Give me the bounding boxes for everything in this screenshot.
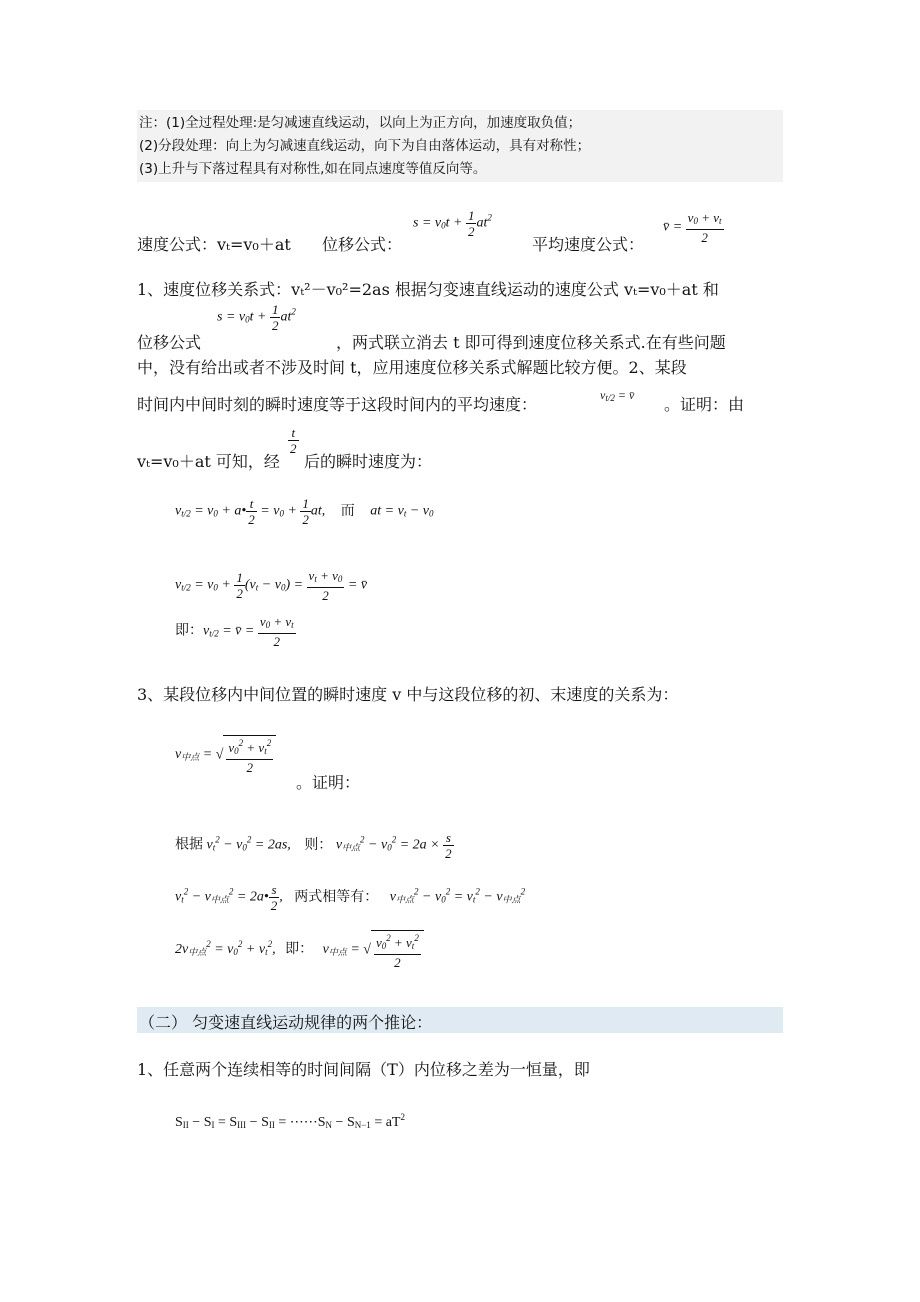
displacement-formula-inline: s = v0t + $\frac{1}{2}$ $at^2$ <box>217 302 296 333</box>
note-line-3: (3)上升与下落过程具有对称性,如在同点速度等值反向等。 <box>139 161 487 177</box>
derivation-2-line-1: 根据 $vt^2 - v0^2 = 2as$, 则： v中点$^2 - v0^2 = 2a$ × $\frac{s}{2}$ <box>175 830 452 861</box>
displacement-formula: s = v0t + $\frac{1}{2}$ $at^2$ <box>413 208 492 239</box>
paragraph-1-line-2b: ，两式联立消去 t 即可得到速度位移关系式.在有些问题 <box>336 333 726 352</box>
paragraph-3-line-1: 3、某段位移内中间位置的瞬时速度 v 中与这段位移的初、末速度的关系为： <box>137 685 679 704</box>
paragraph-1-line-2a: 位移公式 <box>137 333 202 352</box>
note-box <box>137 110 783 182</box>
derivation-1-line-1: vt/2 = v0 + a• $\frac{t}{2}$ = v0 + $\frac{1}{2}$ at, 而 at = vt − v0 <box>175 496 434 527</box>
note-line-1: 注：(1)全过程处理:是匀减速直线运动，以向上为正方向，加速度取负值； <box>139 115 582 131</box>
displacement-label: 位移公式： <box>322 235 403 254</box>
speed-formula: vₜ=v₀＋at <box>217 235 291 254</box>
paragraph-3-proof: 。证明： <box>296 773 361 792</box>
section-2-title: （二） 匀变速直线运动规律的两个推论： <box>139 1013 433 1032</box>
derivation-1-line-3: 即：vt/2 = v̄ = $\frac{v0 + vt}{2}$ <box>175 614 294 649</box>
displacement-difference-formula: SII − SI = SIII − SII = ⋯⋯SN − $SN-1 = aT^2$ <box>175 1112 405 1130</box>
speed-label: 速度公式： <box>137 235 218 254</box>
average-speed-formula: v̄ = $\frac{v0 + vt}{2}$ <box>663 210 722 245</box>
average-speed-label: 平均速度公式： <box>532 235 645 254</box>
mid-position-velocity-formula: v中点 = √ $\frac{v0^2 + vt^2}{2}$ <box>175 735 276 775</box>
paragraph-1-line-5b: 后的瞬时速度为： <box>304 452 433 471</box>
derivation-1-line-2: vt/2 = v0 + $\frac{1}{2}$ (vt − v0) = $\frac{vt + v0}{2}$ = v̄ <box>175 568 368 603</box>
ji-word: 即： <box>175 623 203 639</box>
derivation-2-line-3: 2v中点$^2 = v0^2 + vt^2$, 即： v中点 = √ $\frac{v0^2 + vt^2}{2}$ <box>175 930 424 970</box>
paragraph-1-line-4a: 时间内中间时刻的瞬时速度等于这段时间内的平均速度： <box>137 395 538 414</box>
mid-time-velocity-formula: vt/2 = v̄ <box>600 388 635 403</box>
note-line-2: (2)分段处理：向上为匀减速直线运动，向下为自由落体运动，具有对称性； <box>139 138 591 154</box>
paragraph-1-line-4b: 。证明：由 <box>664 395 745 414</box>
paragraph-1-line-5a: vₜ=v₀＋at 可知，经 <box>137 452 280 471</box>
half-t-fraction: $\frac{t}{2}$ <box>290 425 297 456</box>
er-word: 而 <box>340 503 355 519</box>
paragraph-1-line-1: 1、速度位移关系式：vₜ²－v₀²=2as 根据匀变速直线运动的速度公式 vₜ=v₀＋at 和 <box>137 280 719 299</box>
section-2-header <box>137 1007 783 1033</box>
derivation-2-line-2: $vt^2 - v$中点$^2$ = 2a• $\frac{s}{2}$ , 两式相等有： v中点$^2 - v0^2 = vt^2 - v$中点$^2$ <box>175 882 526 913</box>
paragraph-1-line-3: 中，没有给出或者不涉及时间 t，应用速度位移关系式解题比较方便。2、某段 <box>137 358 687 377</box>
paragraph-4-line-1: 1、任意两个连续相等的时间间隔（T）内位移之差为一恒量，即 <box>137 1060 590 1079</box>
